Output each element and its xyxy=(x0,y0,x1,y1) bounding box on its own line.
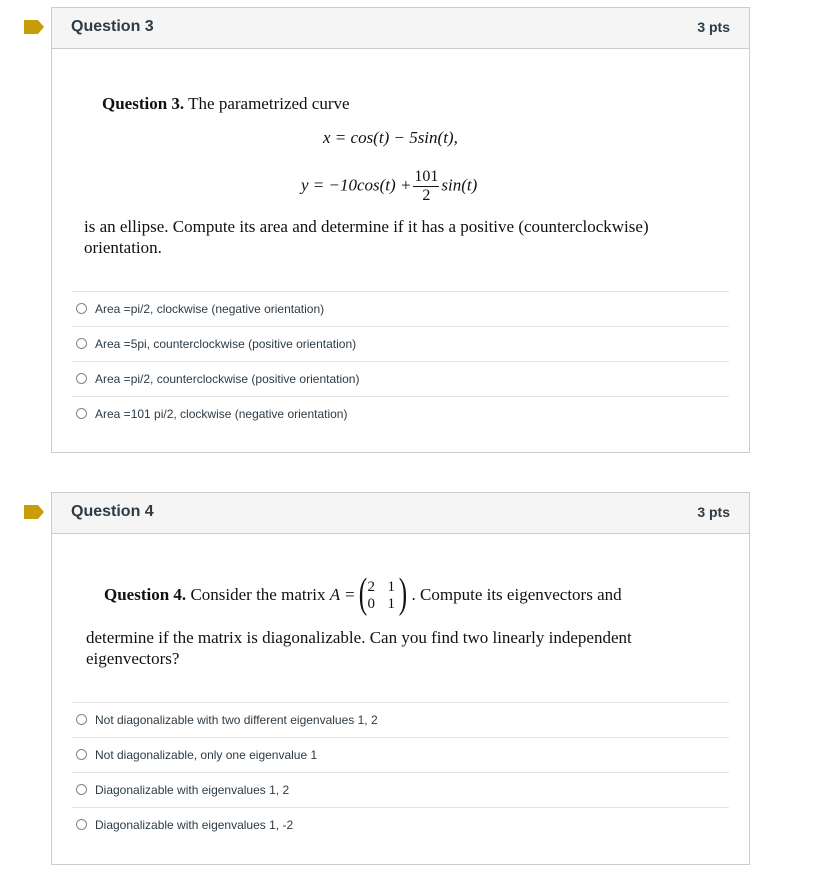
matrix: ( 2 1 0 1 ) xyxy=(358,571,407,618)
answer-option[interactable] xyxy=(72,396,729,431)
question-intro: Consider the matrix xyxy=(190,585,326,604)
radio-button[interactable] xyxy=(76,373,87,384)
question-text-line2: eigenvectors? xyxy=(86,649,180,668)
question-points: 3 pts xyxy=(697,504,730,520)
question-text-line2: orientation. xyxy=(84,238,162,257)
answer-list xyxy=(72,291,729,431)
radio-button[interactable] xyxy=(76,749,87,760)
radio-button[interactable] xyxy=(76,338,87,349)
answer-label[interactable]: Diagonalizable with eigenvalues 1, -2 xyxy=(95,818,294,832)
question-header xyxy=(52,493,749,534)
fraction xyxy=(413,168,439,205)
question-header xyxy=(52,8,749,49)
equation-x: x = cos(t) − 5sin(t), xyxy=(323,128,458,147)
question-text-intro xyxy=(102,94,350,114)
answer-option[interactable] xyxy=(72,361,729,396)
answer-option[interactable] xyxy=(72,737,729,772)
radio-button[interactable] xyxy=(76,714,87,725)
question-title: Question 4 xyxy=(71,503,154,520)
answer-option[interactable] xyxy=(72,772,729,807)
fraction-denominator: 2 xyxy=(422,187,431,204)
question-intro: The parametrized curve xyxy=(188,94,350,113)
question-title: Question 3 xyxy=(71,18,154,35)
matrix-variable: A = xyxy=(329,585,356,604)
flag-icon[interactable] xyxy=(24,505,44,519)
answer-label[interactable]: Diagonalizable with eigenvalues 1, 2 xyxy=(95,783,290,797)
radio-button[interactable] xyxy=(76,784,87,795)
matrix-cell: 2 xyxy=(367,579,376,596)
question-label: Question 4. xyxy=(104,585,187,604)
answer-list xyxy=(72,702,729,842)
question-text-line1: determine if the matrix is diagonalizable. Can you find two linearly independent xyxy=(86,628,632,647)
question-after-matrix: . Compute its eigenvectors and xyxy=(411,585,622,604)
question-3-card xyxy=(51,7,750,453)
answer-option[interactable] xyxy=(72,326,729,361)
answer-option[interactable] xyxy=(72,291,729,326)
matrix-cell: 0 xyxy=(367,596,376,613)
radio-button[interactable] xyxy=(76,819,87,830)
question-4-card xyxy=(51,492,750,865)
radio-button[interactable] xyxy=(76,408,87,419)
answer-label[interactable]: Area =pi/2, clockwise (negative orientation) xyxy=(95,302,325,316)
equation-y-left: y = −10cos(t) + xyxy=(301,175,412,195)
answer-label[interactable]: Not diagonalizable, only one eigenvalue 1 xyxy=(95,748,318,762)
question-points: 3 pts xyxy=(697,19,730,35)
equation-y xyxy=(301,168,477,205)
fraction-numerator: 101 xyxy=(414,168,439,185)
answer-label[interactable]: Not diagonalizable with two different eigenvalues 1, 2 xyxy=(95,713,378,727)
question-label: Question 3. xyxy=(102,94,185,113)
question-text-intro xyxy=(104,571,622,618)
answer-option[interactable] xyxy=(72,807,729,842)
matrix-cell: 1 xyxy=(387,596,396,613)
answer-label[interactable]: Area =101 pi/2, clockwise (negative orientation) xyxy=(95,407,348,421)
answer-label[interactable]: Area =5pi, counterclockwise (positive orientation) xyxy=(95,337,357,351)
flag-icon[interactable] xyxy=(24,20,44,34)
equation-y-right: sin(t) xyxy=(441,175,478,195)
answer-label[interactable]: Area =pi/2, counterclockwise (positive orientation) xyxy=(95,372,360,386)
question-text-line1: is an ellipse. Compute its area and determine if it has a positive (counterclockwise) xyxy=(84,217,649,236)
matrix-cell: 1 xyxy=(387,579,396,596)
radio-button[interactable] xyxy=(76,303,87,314)
answer-option[interactable] xyxy=(72,702,729,737)
